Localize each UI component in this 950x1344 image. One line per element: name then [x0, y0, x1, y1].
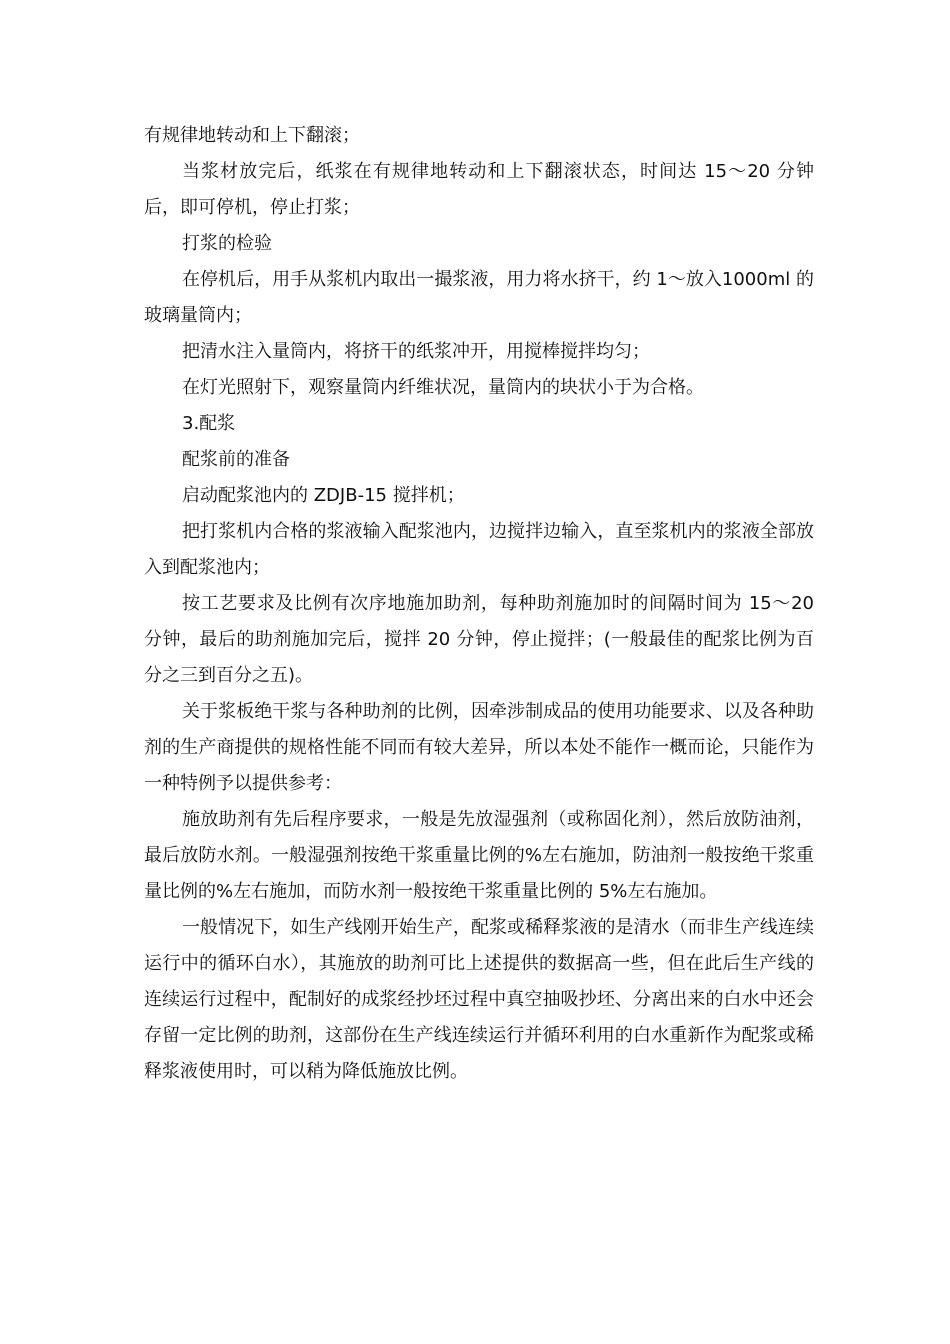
paragraph: 有规律地转动和上下翻滚； [144, 125, 360, 146]
document-body [144, 118, 814, 1090]
section-heading: 3.配浆 [182, 413, 236, 434]
paragraph: 在灯光照射下，观察量筒内纤维状况，量筒内的块状小于为合格。 [182, 377, 704, 398]
paragraph: 配浆前的准备 [182, 449, 290, 470]
paragraph: 启动配浆池内的 ZDJB-15 搅拌机； [182, 485, 465, 506]
paragraph: 关于浆板绝干浆与各种助剂的比例，因牵涉制成品的使用功能要求、以及各种助剂的生产商提供的规格性能不同而有较大差异，所以本处不能作一概而论，只能作为一种特例予以提供参考： [144, 701, 814, 794]
paragraph: 按工艺要求及比例有次序地施加助剂，每种助剂施加时的间隔时间为 15～20 分钟，最后的助剂施加完后，搅拌 20 分钟，停止搅拌；(一般最佳的配浆比例为百分之三到百分之五)。 [144, 593, 814, 686]
paragraph: 把打浆机内合格的浆液输入配浆池内，边搅拌边输入，直至浆机内的浆液全部放入到配浆池内； [144, 521, 814, 578]
paragraph: 一般情况下，如生产线刚开始生产，配浆或稀释浆液的是清水（而非生产线连续运行中的循环白水），其施放的助剂可比上述提供的数据高一些，但在此后生产线的连续运行过程中，配制好的成浆经抄坯过程中真空抽吸抄坯、分离出来的白水中还会存留一定比例的助剂，这部份在生产线连续运行并循环利用的白水重新作为配浆或稀释浆液使用时，可以稍为降低施放比例。 [144, 917, 814, 1082]
paragraph: 打浆的检验 [182, 233, 272, 254]
paragraph: 施放助剂有先后程序要求，一般是先放湿强剂（或称固化剂），然后放防油剂，最后放防水剂。一般湿强剂按绝干浆重量比例的%左右施加，防油剂一般按绝干浆重量比例的%左右施加，而防水剂一般按绝干浆重量比例的 5%左右施加。 [144, 809, 814, 902]
paragraph: 在停机后，用手从浆机内取出一撮浆液，用力将水挤干，约 1～放入1000ml 的玻璃量筒内； [144, 269, 814, 326]
paragraph: 把清水注入量筒内，将挤干的纸浆冲开，用搅棒搅拌均匀； [182, 341, 650, 362]
paragraph: 当浆材放完后，纸浆在有规律地转动和上下翻滚状态，时间达 15～20 分钟后，即可停机，停止打浆； [144, 161, 814, 218]
